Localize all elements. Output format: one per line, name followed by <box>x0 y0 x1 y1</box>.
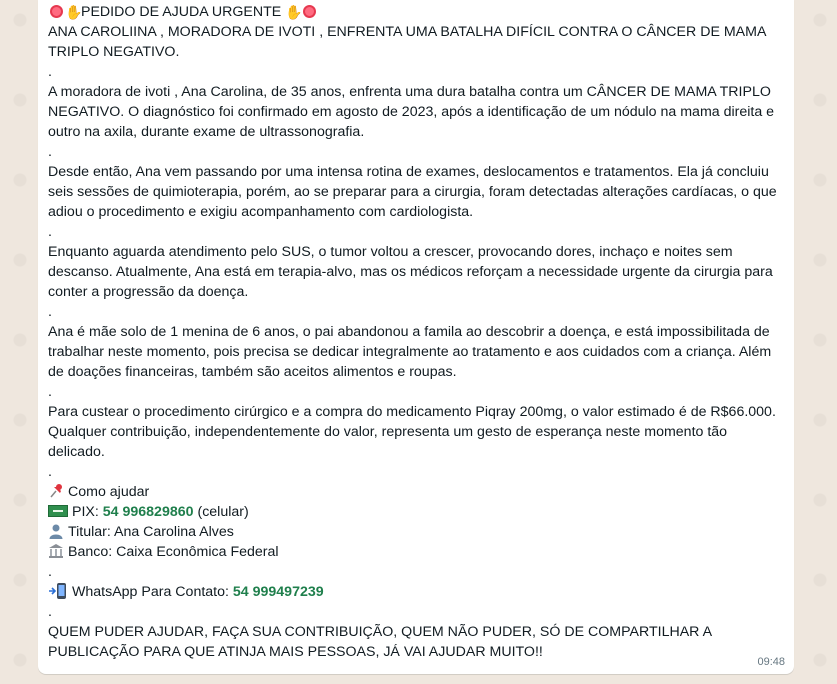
message-bubble[interactable] <box>38 0 794 674</box>
title-line <box>48 2 784 22</box>
bank-icon <box>48 543 64 559</box>
pix-suffix: (celular) <box>197 504 249 521</box>
whatsapp-phone-link[interactable]: 54 999497239 <box>232 584 324 601</box>
separator: . <box>48 64 52 81</box>
holder-line <box>48 522 784 542</box>
pushpin-icon <box>48 483 64 499</box>
paragraph-treatment: Desde então, Ana vem passando por uma intensa rotina de exames, deslocamentos e tratamentos. Ela já concluiu seis sessões de quimioterapia, porém, ao se preparar para a cirurgia, foram detectadas alterações cardíacas, o que adiou o procedimento e exigiu acompanhamento com cardiologista. <box>48 164 777 221</box>
paragraph-cost: Para custear o procedimento cirúrgico e a compra do medicamento Piqray 200mg, o valor estimado é de R$66.000. Qualquer contribuição, independentemente do valor, representa um gesto de esperança neste momento tão delicado. <box>48 404 776 461</box>
separator: . <box>48 604 52 621</box>
bank-line <box>48 542 784 562</box>
pix-phone-link[interactable]: 54 996829860 <box>102 504 194 521</box>
separator: . <box>48 224 52 241</box>
siren-icon <box>50 5 63 18</box>
paragraph-sus: Enquanto aguarda atendimento pelo SUS, o tumor voltou a crescer, provocando dores, inchaço e noites sem descanso. Atualmente, Ana está em terapia-alvo, mas os médicos reforçam a necessidade urgente da cirurgia para conter a progressão da doença. <box>48 244 773 301</box>
pix-line <box>48 502 784 522</box>
holder-text: Titular: Ana Carolina Alves <box>68 524 234 541</box>
message-title: PEDIDO DE AJUDA URGENTE <box>81 4 282 20</box>
headline: ANA CAROLIINA , MORADORA DE IVOTI , ENFRENTA UMA BATALHA DIFÍCIL CONTRA O CÂNCER DE MAMA TRIPLO NEGATIVO. <box>48 24 766 61</box>
paragraph-family: Ana é mãe solo de 1 menina de 6 anos, o pai abandonou a famila ao descobrir a doença, e está impossibilitada de trabalhar neste momento, pois precisa se dedicar integralmente ao tratamento e aos cuidados com a criança. Além de doações financeiras, também são aceitos alimentos e roupas. <box>48 324 772 381</box>
whatsapp-label: WhatsApp Para Contato: <box>72 584 229 601</box>
paragraph-diagnosis: A moradora de ivoti , Ana Carolina, de 35 anos, enfrenta uma dura batalha contra um CÂNCER DE MAMA TRIPLO NEGATIVO. O diagnóstico foi confirmado em agosto de 2023, após a identificação de um nódulo na mama direita e outro na axila, durante exame de ultrassonografia. <box>48 84 775 141</box>
separator: . <box>48 464 52 481</box>
separator: . <box>48 304 52 321</box>
whatsapp-line <box>48 582 784 602</box>
mobile-arrow-icon <box>48 582 68 600</box>
pix-label: PIX: <box>72 504 99 521</box>
banknote-icon <box>48 505 68 517</box>
praying-hands-icon: ✋ <box>285 4 303 21</box>
how-to-help-line <box>48 482 784 502</box>
separator: . <box>48 144 52 161</box>
separator: . <box>48 564 52 581</box>
message-text <box>48 2 784 662</box>
separator: . <box>48 384 52 401</box>
praying-hands-icon: ✋ <box>65 4 83 21</box>
user-silhouette-icon <box>48 523 64 539</box>
bank-text: Banco: Caixa Econômica Federal <box>68 544 279 561</box>
siren-icon <box>303 5 316 18</box>
closing-text: QUEM PUDER AJUDAR, FAÇA SUA CONTRIBUIÇÃO, QUEM NÃO PUDER, SÓ DE COMPARTILHAR A PUBLICAÇÃO PARA QUE ATINJA MAIS PESSOAS, JÁ VAI AJUDAR MUITO!! <box>48 624 712 661</box>
how-to-help-label: Como ajudar <box>68 484 150 501</box>
message-timestamp: 09:48 <box>757 656 785 668</box>
